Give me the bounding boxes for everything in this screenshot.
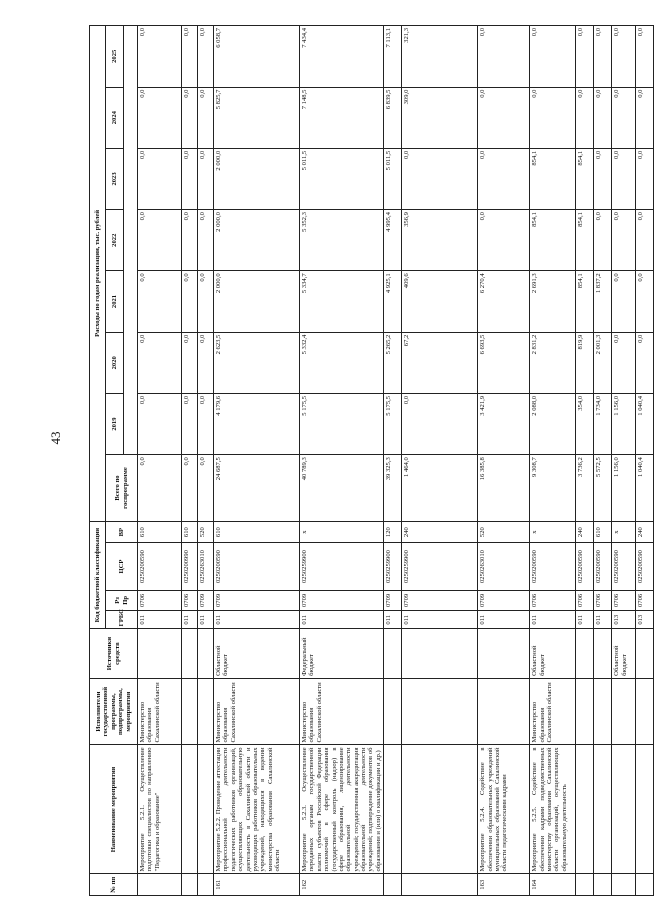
funding-source [594, 629, 612, 678]
header-name: Наименование мероприятия [90, 745, 138, 874]
value-year: 6 270,4 [478, 271, 530, 332]
table-row [198, 26, 214, 896]
measure-name: Мероприятие 5.2.5. Содействие в обеспечении кадрами подведомственных министерству образования Сахалинской области организаций, осуществляющих образовательную деятельность [530, 745, 576, 874]
table-row [138, 26, 182, 896]
value-year: 4 995,4 [384, 210, 402, 271]
rzpr-code: 0709 [300, 590, 384, 610]
value-year: 0,0 [612, 332, 636, 393]
row-num [594, 874, 612, 896]
header-year: 2024 [106, 87, 124, 148]
vr-code: 610 [214, 521, 300, 543]
rzpr-code: 0706 [594, 590, 612, 610]
value-year: 2 000,0 [214, 148, 300, 209]
value-year: 0,0 [198, 148, 214, 209]
header-source: Источники средств [90, 629, 138, 678]
value-year: 0,0 [594, 210, 612, 271]
value-year: 67,2 [402, 332, 478, 393]
value-year: 0,0 [182, 148, 198, 209]
value-year: 854,1 [576, 271, 594, 332]
value-total: 0,0 [198, 455, 214, 522]
value-year: 2 000,0 [214, 271, 300, 332]
measure-name [636, 745, 654, 874]
table-row [530, 26, 576, 896]
value-year: 0,0 [138, 26, 182, 88]
value-year: 0,0 [198, 332, 214, 393]
value-year: 854,1 [530, 148, 576, 209]
row-num [384, 874, 402, 896]
value-total: 24 687,5 [214, 455, 300, 522]
table-row [384, 26, 402, 896]
funding-source [402, 629, 478, 678]
vr-code: 610 [138, 521, 182, 543]
value-year: 7 148,5 [300, 87, 384, 148]
table-row [182, 26, 198, 896]
vr-code: 240 [576, 521, 594, 543]
value-year: 0,0 [138, 332, 182, 393]
value-year: 0,0 [182, 87, 198, 148]
csr-code: 0250259900 [384, 543, 402, 590]
vr-code: x [300, 521, 384, 543]
rzpr-code: 0709 [214, 590, 300, 610]
row-num: 161 [214, 874, 300, 896]
row-num [138, 874, 182, 896]
measure-name [576, 745, 594, 874]
value-year: 819,9 [576, 332, 594, 393]
value-year: 5 011,5 [300, 148, 384, 209]
value-year: 0,0 [594, 148, 612, 209]
vr-code: 610 [182, 521, 198, 543]
value-year: 2 691,3 [530, 271, 576, 332]
page-number: 43 [48, 431, 63, 445]
value-year: 0,0 [612, 148, 636, 209]
value-year: 2 001,3 [594, 332, 612, 393]
grbs-code: 011 [594, 611, 612, 629]
table-row [214, 26, 300, 896]
value-year: 0,0 [636, 26, 654, 88]
value-year: 5 332,4 [300, 332, 384, 393]
funding-source [576, 629, 594, 678]
rzpr-code: 0706 [576, 590, 594, 610]
executor [594, 678, 612, 745]
funding-source [138, 629, 182, 678]
value-year: 356,9 [402, 210, 478, 271]
value-year: 0,0 [612, 87, 636, 148]
header-executor: Исполнители государственной программы, подпрограммы, мероприятия [90, 678, 138, 745]
executor [182, 678, 198, 745]
header-budget-code: Код бюджетной классификации [90, 521, 106, 629]
funding-source [182, 629, 198, 678]
measure-name [384, 745, 402, 874]
measure-name: Мероприятие 5.2.3. Осуществление переданных органам государственной власти субъектов Российской Федерации полномочий в сфере образования (государственный контроль (надзор) в сфере образования, лицензирование образовательной деятельности учреждений; государственная аккредитация образовательной деятельности учреждений; подтверждение документов об образовании и (или) о квалификации и др.) [300, 745, 384, 874]
table-row [636, 26, 654, 896]
csr-code: 0250200590 [138, 543, 182, 590]
header-vr: ВР [106, 521, 138, 543]
executor: Министерство образования Сахалинской области [138, 678, 182, 745]
value-year: 3 421,9 [478, 393, 530, 454]
csr-code: 0250200990 [182, 543, 198, 590]
row-num [612, 874, 636, 896]
measure-name [182, 745, 198, 874]
measure-name: Мероприятие 5.2.1. Осуществление подготовки специалистов по направлению "Педагогика и образование" [138, 745, 182, 874]
grbs-code: 011 [300, 611, 384, 629]
value-total: 0,0 [138, 455, 182, 522]
grbs-code: 011 [530, 611, 576, 629]
value-year: 1 837,2 [594, 271, 612, 332]
csr-code: 0250200590 [576, 543, 594, 590]
table-row [594, 26, 612, 896]
value-year: 5 011,5 [384, 148, 402, 209]
grbs-code: 011 [478, 611, 530, 629]
executor [384, 678, 402, 745]
value-year: 1 734,0 [594, 393, 612, 454]
funding-source [636, 629, 654, 678]
csr-code: 0250200590 [594, 543, 612, 590]
header-csr: ЦСР [106, 543, 138, 590]
value-year: 0,0 [530, 87, 576, 148]
grbs-code: 011 [182, 611, 198, 629]
value-total: 5 572,5 [594, 455, 612, 522]
executor [198, 678, 214, 745]
value-year: 5 352,3 [300, 210, 384, 271]
table-body [138, 26, 654, 896]
csr-code: 0250263010 [478, 543, 530, 590]
row-num: 163 [478, 874, 530, 896]
header-total: Всего по госпрограмме [106, 455, 138, 522]
table-row [402, 26, 478, 896]
value-year: 0,0 [594, 26, 612, 88]
value-year: 0,0 [182, 271, 198, 332]
value-year: 5 175,5 [300, 393, 384, 454]
measure-name [612, 745, 636, 874]
value-year: 0,0 [478, 26, 530, 88]
csr-code: 0250200590 [636, 543, 654, 590]
value-year: 4 925,1 [384, 271, 402, 332]
vr-code: 520 [478, 521, 530, 543]
csr-code: 0250263010 [198, 543, 214, 590]
value-year: 0,0 [478, 210, 530, 271]
value-total: 40 789,3 [300, 455, 384, 522]
value-year: 309,0 [402, 87, 478, 148]
value-total: 3 736,2 [576, 455, 594, 522]
value-year: 0,0 [612, 26, 636, 88]
funding-source: Областной бюджет [612, 629, 636, 678]
value-total: 1 464,0 [402, 455, 478, 522]
value-year: 0,0 [198, 87, 214, 148]
funding-source [384, 629, 402, 678]
grbs-code: 011 [576, 611, 594, 629]
grbs-code: 011 [198, 611, 214, 629]
value-year: 0,0 [182, 26, 198, 88]
value-year: 0,0 [182, 332, 198, 393]
header-expenses: Расходы по годам реализации, тыс. рублей [90, 26, 106, 522]
measure-name: Мероприятие 5.2.2. Проведение аттестации профессиональной деятельности педагогических работников организаций, осуществляющих образовательную деятельность в Сахалинской области и руководящих работников образовательных учреждений, находящихся в ведении министерства образования Сахалинской области [214, 745, 300, 874]
value-year: 0,0 [636, 271, 654, 332]
rzpr-code: 0706 [530, 590, 576, 610]
value-year: 0,0 [198, 26, 214, 88]
rzpr-code: 0709 [478, 590, 530, 610]
rzpr-code: 0706 [138, 590, 182, 610]
vr-code: x [612, 521, 636, 543]
grbs-code: 013 [636, 611, 654, 629]
header-year: 2025 [106, 26, 124, 88]
value-year: 5 265,2 [384, 332, 402, 393]
grbs-code: 011 [402, 611, 478, 629]
measure-name [402, 745, 478, 874]
value-year: 6 693,5 [478, 332, 530, 393]
value-year: 6 839,5 [384, 87, 402, 148]
funding-source: Областной бюджет [530, 629, 576, 678]
value-year: 4 179,6 [214, 393, 300, 454]
value-year: 5 334,7 [300, 271, 384, 332]
rzpr-code: 0706 [612, 590, 636, 610]
executor [576, 678, 594, 745]
table-row [612, 26, 636, 896]
value-year: 2 000,0 [214, 210, 300, 271]
vr-code: 120 [384, 521, 402, 543]
value-year: 0,0 [594, 87, 612, 148]
value-year: 0,0 [138, 393, 182, 454]
rzpr-code: 0706 [636, 590, 654, 610]
value-year: 0,0 [198, 210, 214, 271]
value-year: 854,1 [576, 210, 594, 271]
executor: Министерство образования Сахалинской области [300, 678, 384, 745]
row-num [576, 874, 594, 896]
value-year: 0,0 [636, 210, 654, 271]
value-total: 16 385,8 [478, 455, 530, 522]
value-year: 1 040,4 [636, 393, 654, 454]
value-year: 0,0 [576, 87, 594, 148]
csr-code: 0250200590 [214, 543, 300, 590]
executor [612, 678, 636, 745]
header-num: № пп [90, 874, 138, 896]
value-year: 321,3 [402, 26, 478, 88]
funding-source: Федеральный бюджет [300, 629, 384, 678]
value-year: 0,0 [138, 210, 182, 271]
row-num: 164 [530, 874, 576, 896]
header-year: 2020 [106, 332, 124, 393]
value-year: 2 623,5 [214, 332, 300, 393]
value-year: 5 175,5 [384, 393, 402, 454]
header-year: 2023 [106, 148, 124, 209]
executor: Министерство образования Сахалинской области [214, 678, 300, 745]
header-year: 2019 [106, 393, 124, 454]
value-year: 409,6 [402, 271, 478, 332]
value-year: 0,0 [138, 271, 182, 332]
measure-name [594, 745, 612, 874]
table-row [300, 26, 384, 896]
value-total: 1 156,0 [612, 455, 636, 522]
grbs-code: 011 [384, 611, 402, 629]
grbs-code: 011 [138, 611, 182, 629]
header-grbs: ГРБС [106, 611, 138, 629]
rzpr-code: 0706 [182, 590, 198, 610]
value-year: 0,0 [530, 26, 576, 88]
value-year: 354,0 [576, 393, 594, 454]
budget-table [89, 25, 654, 896]
header-year: 2022 [106, 210, 124, 271]
value-year: 7 113,1 [384, 26, 402, 88]
funding-source: Областной бюджет [214, 629, 300, 678]
executor [478, 678, 530, 745]
value-total: 0,0 [182, 455, 198, 522]
value-year: 1 156,0 [612, 393, 636, 454]
value-total: 1 040,4 [636, 455, 654, 522]
value-year: 0,0 [478, 148, 530, 209]
funding-source [198, 629, 214, 678]
value-year: 0,0 [402, 393, 478, 454]
value-year: 0,0 [138, 148, 182, 209]
value-year: 0,0 [478, 87, 530, 148]
value-year: 0,0 [182, 393, 198, 454]
grbs-code: 011 [214, 611, 300, 629]
value-year: 854,1 [576, 148, 594, 209]
row-num [636, 874, 654, 896]
table-row [576, 26, 594, 896]
vr-code: 240 [636, 521, 654, 543]
value-year: 7 434,4 [300, 26, 384, 88]
csr-code: 0250200590 [530, 543, 576, 590]
value-year: 0,0 [182, 210, 198, 271]
value-year: 0,0 [198, 271, 214, 332]
rotated-page [89, 25, 645, 896]
row-num [198, 874, 214, 896]
value-year: 0,0 [636, 87, 654, 148]
value-year: 0,0 [402, 148, 478, 209]
table-row [478, 26, 530, 896]
funding-source [478, 629, 530, 678]
row-num [402, 874, 478, 896]
value-year: 0,0 [636, 148, 654, 209]
csr-code: 0250259900 [300, 543, 384, 590]
value-total: 39 325,3 [384, 455, 402, 522]
measure-name [198, 745, 214, 874]
header-year: 2021 [106, 271, 124, 332]
value-year: 0,0 [612, 271, 636, 332]
rzpr-code: 0709 [384, 590, 402, 610]
grbs-code: 013 [612, 611, 636, 629]
rzpr-code: 0709 [198, 590, 214, 610]
vr-code: 520 [198, 521, 214, 543]
measure-name: Мероприятие 5.2.4. Содействие в обеспечении образовательных учреждений муниципальных образований Сахалинской области педагогическими кадрами [478, 745, 530, 874]
value-year: 0,0 [198, 393, 214, 454]
rzpr-code: 0709 [402, 590, 478, 610]
executor: Министерство образования Сахалинской области [530, 678, 576, 745]
vr-code: 610 [594, 521, 612, 543]
executor [636, 678, 654, 745]
row-num: 162 [300, 874, 384, 896]
header-rzpr: Рз Пр [106, 590, 138, 610]
value-year: 0,0 [138, 87, 182, 148]
value-year: 5 825,7 [214, 87, 300, 148]
vr-code: x [530, 521, 576, 543]
value-year: 6 058,7 [214, 26, 300, 88]
value-year: 2 831,2 [530, 332, 576, 393]
csr-code: 0250259900 [402, 543, 478, 590]
value-year: 0,0 [612, 210, 636, 271]
row-num [182, 874, 198, 896]
value-year: 0,0 [576, 26, 594, 88]
value-year: 854,1 [530, 210, 576, 271]
value-year: 2 088,0 [530, 393, 576, 454]
vr-code: 240 [402, 521, 478, 543]
value-year: 0,0 [636, 332, 654, 393]
csr-code: 0250200590 [612, 543, 636, 590]
executor [402, 678, 478, 745]
value-total: 9 308,7 [530, 455, 576, 522]
